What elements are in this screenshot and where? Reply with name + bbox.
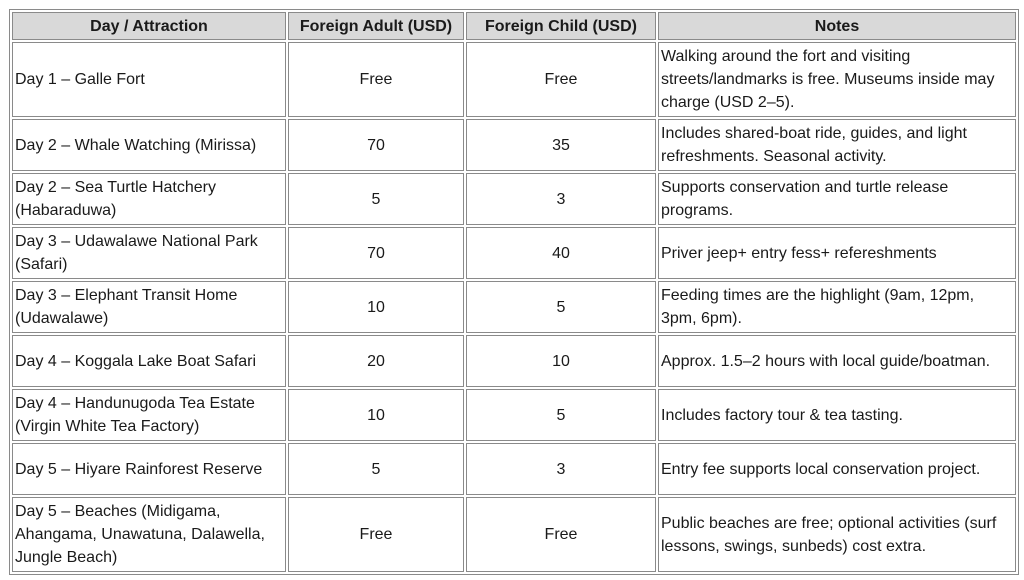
table-row (12, 281, 1016, 333)
cell-notes: Priver jeep+ entry fess+ refereshments (658, 227, 1016, 279)
cell-adult-price: 20 (288, 335, 464, 387)
cell-adult-price: 10 (288, 281, 464, 333)
header-notes: Notes (658, 12, 1016, 40)
cell-child-price: 35 (466, 119, 656, 171)
cell-attraction: Day 2 – Sea Turtle Hatchery (Habaraduwa) (12, 173, 286, 225)
cell-notes: Supports conservation and turtle release programs. (658, 173, 1016, 225)
table-row (12, 335, 1016, 387)
cell-adult-price: 10 (288, 389, 464, 441)
cell-attraction: Day 2 – Whale Watching (Mirissa) (12, 119, 286, 171)
table-row (12, 173, 1016, 225)
table-header-row (12, 12, 1016, 40)
cell-attraction: Day 3 – Elephant Transit Home (Udawalawe) (12, 281, 286, 333)
cell-adult-price: 5 (288, 173, 464, 225)
table-row (12, 42, 1016, 117)
cell-attraction: Day 3 – Udawalawe National Park (Safari) (12, 227, 286, 279)
table-row (12, 389, 1016, 441)
attractions-price-table (9, 9, 1019, 575)
cell-child-price: 3 (466, 173, 656, 225)
cell-child-price: Free (466, 497, 656, 572)
cell-notes: Includes factory tour & tea tasting. (658, 389, 1016, 441)
header-foreign-child: Foreign Child (USD) (466, 12, 656, 40)
cell-notes: Includes shared-boat ride, guides, and light refreshments. Seasonal activity. (658, 119, 1016, 171)
cell-attraction: Day 4 – Handunugoda Tea Estate (Virgin White Tea Factory) (12, 389, 286, 441)
cell-notes: Entry fee supports local conservation project. (658, 443, 1016, 495)
cell-adult-price: 70 (288, 227, 464, 279)
header-foreign-adult: Foreign Adult (USD) (288, 12, 464, 40)
attractions-table-container (9, 9, 1015, 575)
header-day-attraction: Day / Attraction (12, 12, 286, 40)
cell-child-price: 5 (466, 389, 656, 441)
cell-notes: Feeding times are the highlight (9am, 12pm, 3pm, 6pm). (658, 281, 1016, 333)
cell-child-price: 40 (466, 227, 656, 279)
cell-notes: Approx. 1.5–2 hours with local guide/boatman. (658, 335, 1016, 387)
cell-child-price: 10 (466, 335, 656, 387)
cell-adult-price: Free (288, 42, 464, 117)
cell-adult-price: Free (288, 497, 464, 572)
cell-attraction: Day 5 – Hiyare Rainforest Reserve (12, 443, 286, 495)
cell-notes: Walking around the fort and visiting streets/landmarks is free. Museums inside may charge (USD 2–5). (658, 42, 1016, 117)
cell-attraction: Day 4 – Koggala Lake Boat Safari (12, 335, 286, 387)
table-row (12, 443, 1016, 495)
table-row (12, 119, 1016, 171)
cell-child-price: Free (466, 42, 656, 117)
cell-child-price: 5 (466, 281, 656, 333)
cell-attraction: Day 1 – Galle Fort (12, 42, 286, 117)
cell-adult-price: 5 (288, 443, 464, 495)
table-row (12, 227, 1016, 279)
cell-child-price: 3 (466, 443, 656, 495)
cell-notes: Public beaches are free; optional activities (surf lessons, swings, sunbeds) cost extra. (658, 497, 1016, 572)
cell-attraction: Day 5 – Beaches (Midigama, Ahangama, Unawatuna, Dalawella, Jungle Beach) (12, 497, 286, 572)
table-row (12, 497, 1016, 572)
cell-adult-price: 70 (288, 119, 464, 171)
